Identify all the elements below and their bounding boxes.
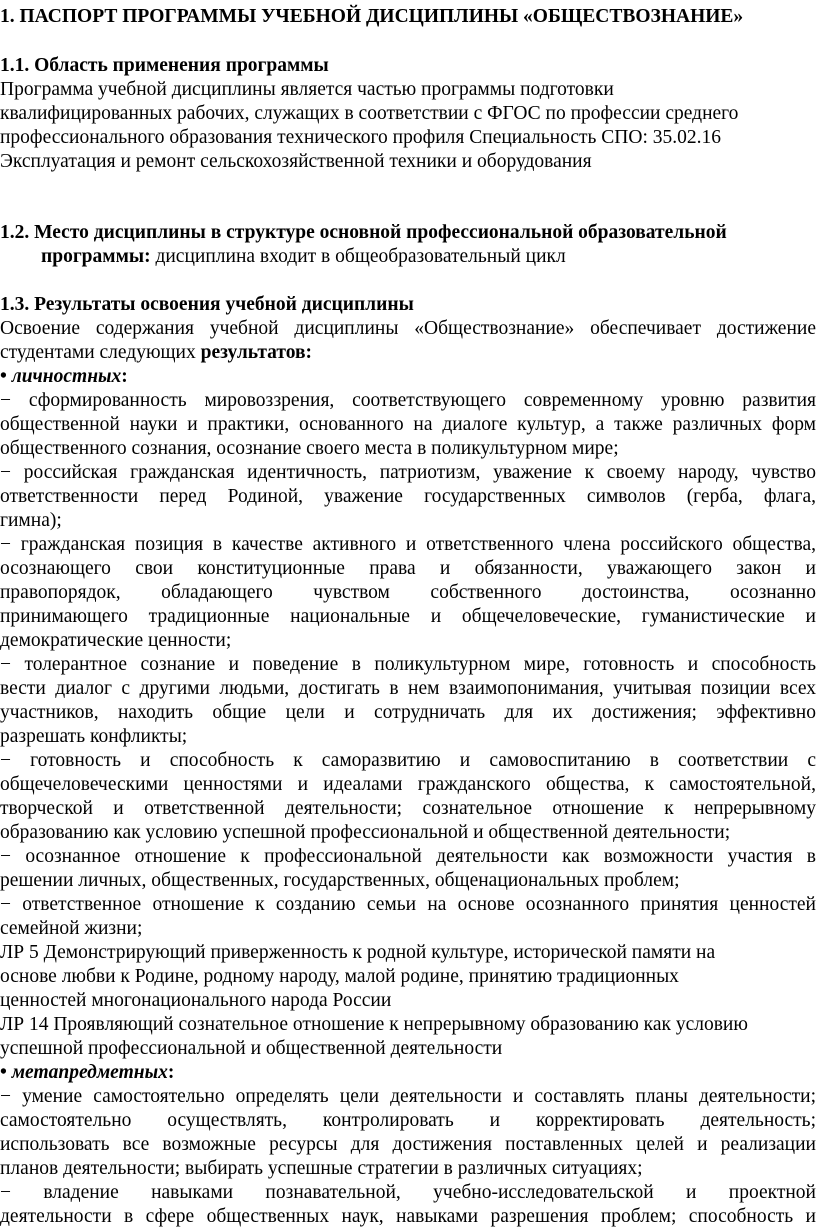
results-label: результатов: [200,342,312,363]
paragraph-line: общечеловеческими ценностями и идеалами гражданского общества, к самостоятельной, [0,774,816,795]
paragraph-line: деятельности в сфере общественных наук, навыками разрешения проблем; способность и [0,1206,816,1227]
paragraph-line: участников, находить общие цели и сотрудничать для их достижения; эффективно [0,702,816,723]
paragraph-line: вести диалог с другими людьми, достигать в нем взаимопонимания, учитывая позиции всех [0,678,816,699]
paragraph-line: − ответственное отношение к созданию семьи на основе осознанного принятия ценностей [0,894,816,915]
paragraph-line: ЛР 14 Проявляющий сознательное отношение к непрерывному образованию как условию [0,1014,748,1035]
colon: : [121,366,128,387]
paragraph-line: − владение навыками познавательной, учебно-исследовательской и проектной [0,1182,816,1203]
paragraph-line: образованию как условию успешной профессиональной и общественной деятельности; [0,822,731,843]
paragraph-line: − умение самостоятельно определять цели деятельности и составлять планы деятельности; [0,1086,816,1107]
paragraph-line: общественного сознания, осознание своего места в поликультурном мире; [0,438,619,459]
meta-results-label [0,1061,174,1085]
paragraph-line: осознающего свои конституционные права и обязанности, уважающего закон и [0,558,816,579]
meta-label: метапредметных [11,1062,168,1083]
paragraph-line: ЛР 5 Демонстрирующий приверженность к родной культуре, исторической памяти на [0,942,716,963]
paragraph-line: гимна); [0,510,62,531]
paragraph-line: основе любви к Родине, родному народу, малой родине, принятию традиционных [0,966,679,987]
section-1-2-line2 [41,245,566,269]
paragraph-line: самостоятельно осуществлять, контролировать и корректировать деятельность; [0,1110,816,1131]
intro-text: студентами следующих [0,342,201,363]
paragraph-line: − осознанное отношение к профессиональной деятельности как возможности участия в [0,846,816,867]
paragraph-line: профессионального образования технического профиля Специальность СПО: 35.02.16 [0,127,721,148]
section-1-2-text: дисциплина входит в общеобразовательный цикл [150,246,566,267]
paragraph-line: демократические ценности; [0,630,232,651]
paragraph-line: − готовность и способность к саморазвитию и самовоспитанию в соответствии с [0,750,816,771]
section-1-2-heading: 1.2. Место дисциплины в структуре основной профессиональной образовательной [0,222,727,243]
paragraph-line: Освоение содержания учебной дисциплины «Обществознание» обеспечивает достижение [0,318,816,339]
bullet: • [0,366,12,387]
paragraph-line: Программа учебной дисциплины является частью программы подготовки [0,79,614,100]
paragraph-line: общественной науки и практики, основанного на диалоге культур, а также различных форм [0,414,816,435]
paragraph-line: разрешать конфликты; [0,726,188,747]
paragraph-line: − гражданская позиция в качестве активного и ответственного члена российского общества, [0,534,816,555]
paragraph-line: Эксплуатация и ремонт сельскохозяйственной техники и оборудования [0,151,592,172]
personal-label: личностных [11,366,122,387]
page-title: 1. ПАСПОРТ ПРОГРАММЫ УЧЕБНОЙ ДИСЦИПЛИНЫ «ОБЩЕСТВОЗНАНИЕ» [0,6,744,27]
paragraph-line: принимающего традиционные национальные и общечеловеческие, гуманистические и [0,606,816,627]
section-1-1-heading: 1.1. Область применения программы [0,55,329,76]
personal-results-label [0,365,128,389]
paragraph-line: планов деятельности; выбирать успешные стратегии в различных ситуациях; [0,1158,643,1179]
section-1-2-heading-cont: программы: [41,246,151,267]
paragraph-line: использовать все возможные ресурсы для достижения поставленных целей и реализации [0,1134,816,1155]
paragraph-line: решении личных, общественных, государственных, общенациональных проблем; [0,870,680,891]
paragraph-line: − толерантное сознание и поведение в поликультурном мире, готовность и способность [0,654,816,675]
paragraph-line: семейной жизни; [0,918,143,939]
bullet: • [0,1062,12,1083]
colon: : [167,1062,175,1083]
paragraph-line: ценностей многонационального народа России [0,990,392,1011]
paragraph-line: квалифицированных рабочих, служащих в соответствии с ФГОС по профессии среднего [0,103,739,124]
paragraph-line: успешной профессиональной и общественной деятельности [0,1038,503,1059]
paragraph-line: ответственности перед Родиной, уважение государственных символов (герба, флага, [0,486,816,507]
paragraph-line: творческой и ответственной деятельности; сознательное отношение к непрерывному [0,798,816,819]
section-1-3-heading: 1.3. Результаты освоения учебной дисциплины [0,294,414,315]
paragraph-line [0,341,312,365]
paragraph-line: правопорядок, обладающего чувством собственного достоинства, осознанно [0,582,816,603]
paragraph-line: − сформированность мировоззрения, соответствующего современному уровню развития [0,390,816,411]
paragraph-line: − российская гражданская идентичность, патриотизм, уважение к своему народу, чувство [0,462,816,483]
